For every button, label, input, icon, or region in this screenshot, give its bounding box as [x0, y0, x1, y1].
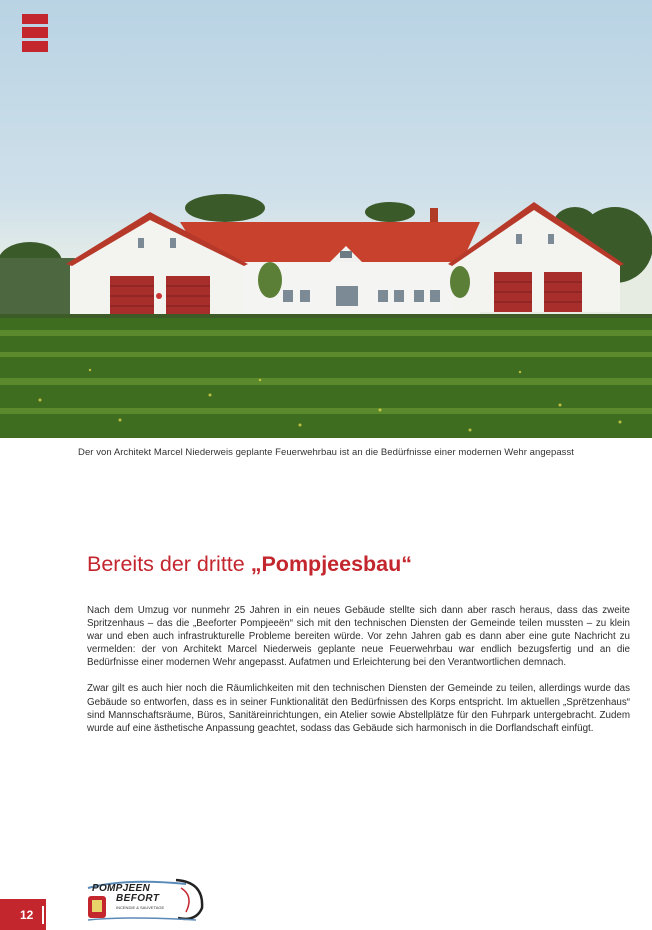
brand-mark-icon: [22, 14, 48, 54]
headline-prefix: Bereits der dritte: [87, 552, 251, 576]
paragraph: Nach dem Umzug vor nunmehr 25 Jahren in ein neues Gebäude stellte sich dann aber rasch heraus, dass das zweite Spritzenhaus – das die „Beeforter Pompjeeën“ sich mit den technischen Diensten der Gemeinde teilen mussten – zu klein war und eben auch infrastrukturelle Probleme bereiten würde. Vor zehn Jahren gab es dann aber eine gute Nachricht zu vermelden: der von Architekt Marcel Niederweis geplante neue Feuerwehrbau war endlich bezugsfertig und an die Bedürfnisse einer modernen Wehr angepasst. Aufatmen und Erleichterung bei den Verantwortlichen demnach.: [87, 605, 630, 669]
logo-tagline: INCENDIE & SAUVETAGE: [116, 905, 165, 910]
fire-station-building-icon: [0, 0, 652, 438]
building-photo: [0, 0, 652, 438]
headline-emphasis: „Pompjeesbau“: [250, 552, 413, 576]
page-number: 12: [20, 908, 34, 922]
club-logo: [86, 878, 216, 926]
logo-line-2: BEFORT: [116, 893, 160, 904]
paragraph: Zwar gilt es auch hier noch die Räumlichkeiten mit den technischen Diensten der Gemeinde zu teilen, allerdings wurde das Gebäude so entworfen, dass es in seiner Funktionalität den Bedürfnissen des Korps entspricht. Im aktuellen „Sprëtzenhaus“ sind Mannschaftsräume, Büros, Sanitäreinrichtungen, ein Atelier sowie Abstellplätze für den Fuhrpark untergebracht. Zudem wurde auf eine ästhetische Anpassung geachtet, sodass das Gebäude sich harmonisch in die Dorflandschaft einfügt.: [87, 683, 630, 734]
article-body: [87, 604, 630, 748]
photo-caption: Der von Architekt Marcel Niederweis geplante Feuerwehrbau ist an die Bedürfnisse einer modernen Wehr angepasst: [78, 447, 574, 458]
article-headline: [87, 552, 412, 577]
page-number-divider: [42, 906, 44, 924]
logo-line-1: POMPJEEN: [92, 883, 150, 894]
